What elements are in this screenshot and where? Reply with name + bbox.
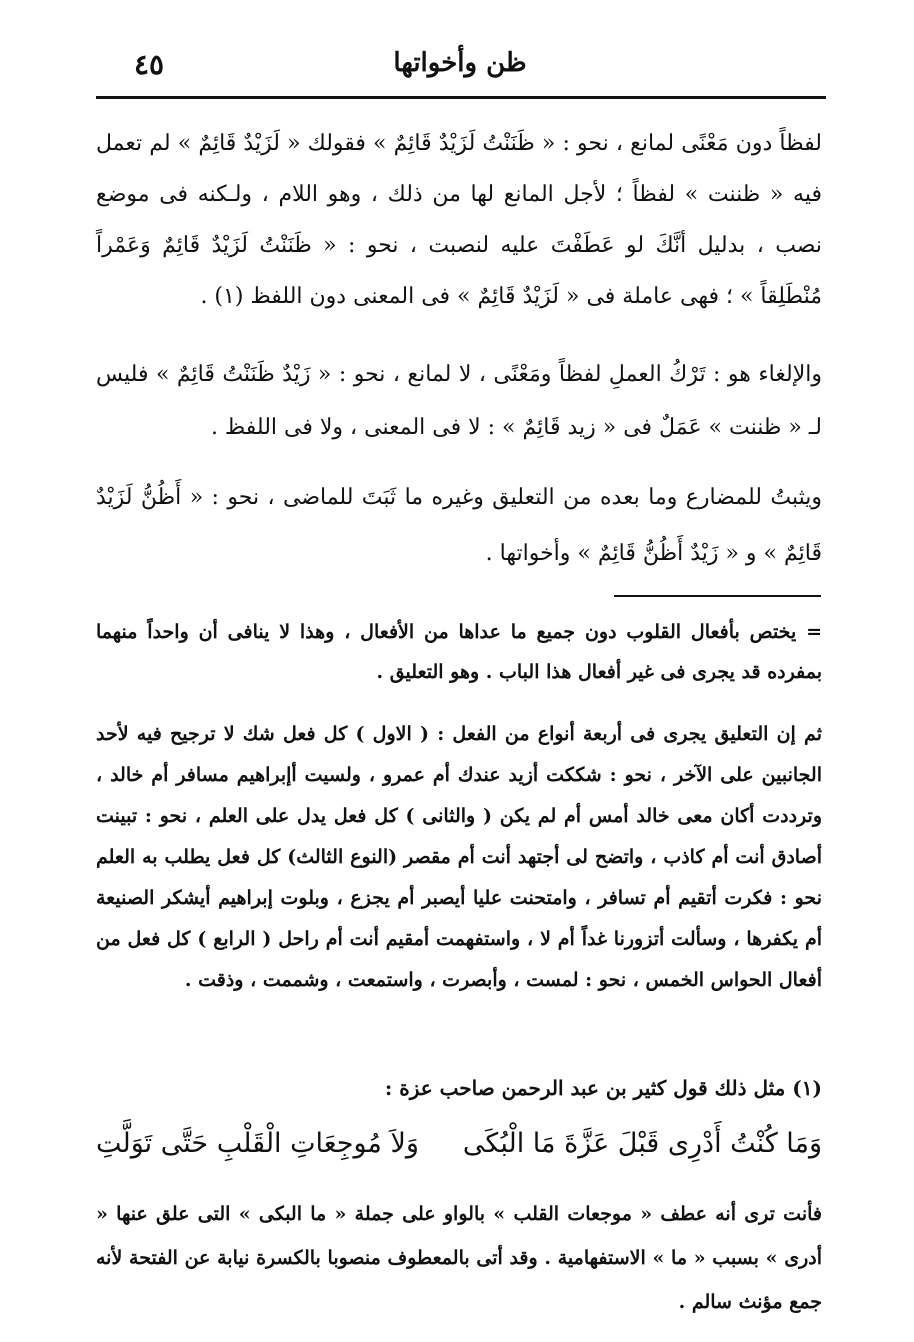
page-header	[96, 48, 824, 94]
footnote-1-explanation: فأنت ترى أنه عطف « موجعات القلب » بالواو على جملة « ما البكى » التى علق عنها « أدرى » بسبب « ما » الاستفهامية . وقد أتى بالمعطوف منصوبا بالكسرة نيابة عن الفتحة لأنه جمع مؤنث سالم .	[96, 1203, 822, 1313]
page-number: ٤٥	[134, 48, 165, 81]
verse-first-hemistich: وَمَا كُنْتُ أَدْرِى قَبْلَ عَزَّةَ مَا الْبُكَى	[462, 1128, 822, 1159]
poetry-verse	[96, 1128, 822, 1182]
footnote-paragraph: ثم إن التعليق يجرى فى أربعة أنواع من الفعل : ( الاول ) كل فعل شك لا ترجيح فيه لأحد الجانبين على الآخر ، نحو : شككت أزيد عندك أم عمرو ، ولسيت أإبراهيم مسافر أم خالد ، وترددت أكان معى خالد أمس أم لم يكن ( والثانى ) كل فعل يدل على العلم ، نحو : تبينت أصادق أنت أم كاذب ، واتضح لى أجتهد أنت أم مقصر (النوع الثالث) كل فعل يطلب به العلم نحو : فكرت أتقيم أم تسافر ، وامتحنت عليا أيصبر أم يجزع ، وبلوت إبراهيم أيشكر الصنيعة أم يكفرها ، وسألت أتزورنا غداً أم لا ، واستفهمت أمقيم أنت أم راحل ( الرابع ) كل فعل من أفعال الحواس الخمس ، نحو : لمست ، وأبصرت ، واستمعت ، وشممت ، وذقت .	[96, 723, 822, 991]
header-rule	[96, 96, 826, 99]
body-paragraph-3: ويثبتُ للمضارع وما بعده من التعليق وغيره ما ثَبَتَ للماضى ، نحو : « أَظُنُّ لَزَيْدٌ قَائِمٌ » و « زَيْدٌ أَظُنُّ قَائِمٌ » وأخواتها .	[96, 485, 822, 566]
footnote-1-intro: (١) مثل ذلك قول كثير بن عبد الرحمن صاحب عزة :	[384, 1076, 822, 1100]
footnote-continuation: = يختص بأفعال القلوب دون جميع ما عداها من الأفعال ، وهذا لا ينافى أن واحداً منهما بمفرده قد يجرى فى غير أفعال هذا الباب . وهو التعليق .	[96, 621, 822, 683]
running-title: ظن وأخواتها	[393, 48, 527, 78]
body-paragraph-1: لفظاً دون مَعْنًى لمانع ، نحو : « ظَنَنْتُ لَزَيْدٌ قَائِمٌ » فقولك « لَزَيْدٌ قَائِمٌ » لم تعمل فيه « ظننت » لفظاً ؛ لأجل المانع لها من ذلك ، وهو اللام ، ولـكنه فى موضع نصب ، بدليل أنَّكَ لو عَطَفْتَ عليه لنصبت ، نحو : « ظَنَنْتُ لَزَيْدٌ قَائِمٌ وَعَمْراً مُنْطَلِقاً » ؛ فهى عاملة فى « لَزَيْدٌ قَائِمٌ » فى المعنى دون اللفظ (١) .	[96, 131, 823, 309]
body-paragraph-2: والإلغاء هو : تَرْكُ العملِ لفظاً ومَعْنًى ، لا لمانع ، نحو : « زَيْدٌ ظَنَنْتُ قَائِمٌ » فليس لـ « ظننت » عَمَلٌ فى « زيد قَائِمٌ » : لا فى المعنى ، ولا فى اللفظ .	[96, 362, 822, 440]
verse-second-hemistich: وَلاَ مُوجِعَاتِ الْقَلْبِ حَتَّى تَوَلَّتِ	[96, 1128, 419, 1159]
footnote-separator	[614, 595, 821, 597]
